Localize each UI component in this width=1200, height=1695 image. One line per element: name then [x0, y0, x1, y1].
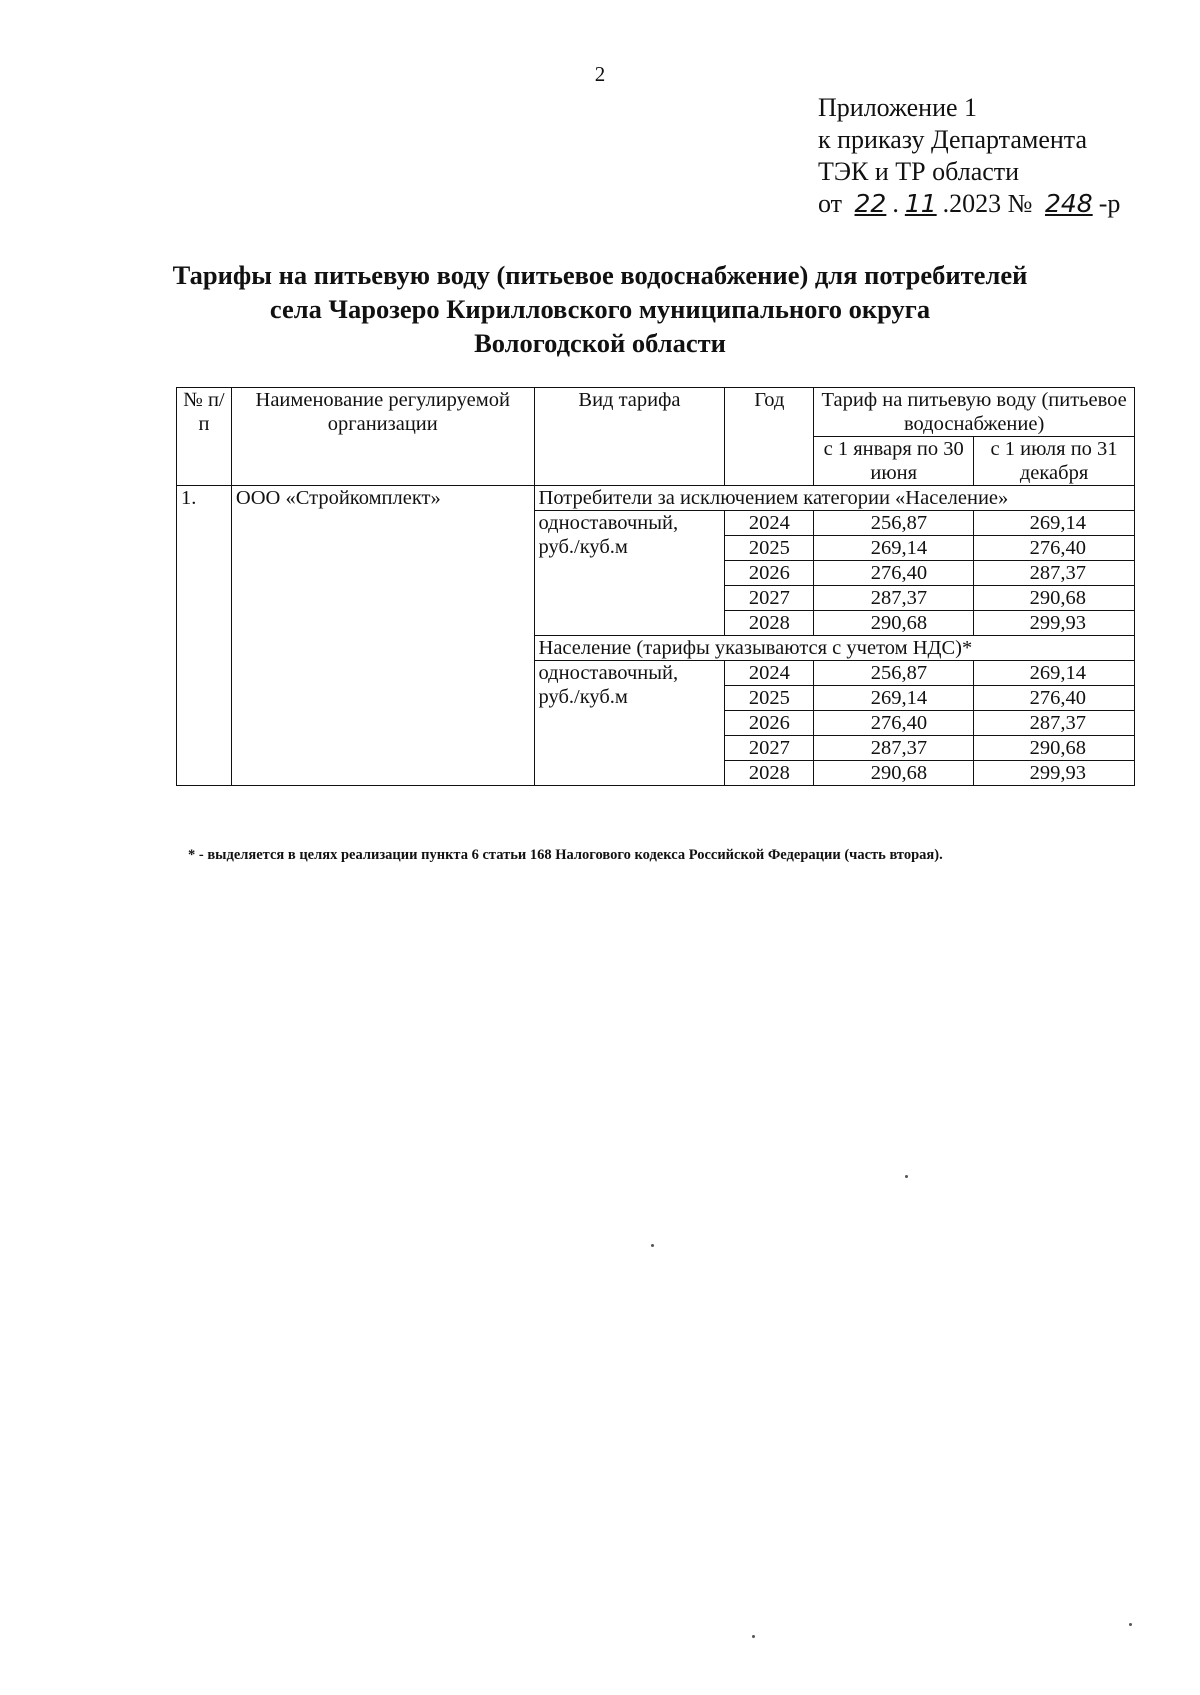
year-cell: 2026 — [725, 561, 814, 586]
year-cell: 2027 — [725, 736, 814, 761]
tariff-period-1-cell: 256,87 — [814, 511, 974, 536]
footnote: * - выделяется в целях реализации пункта 6 статьи 168 Налогового кодекса Российской Федерации (часть вторая). — [188, 847, 943, 863]
tariff-period-2-cell: 276,40 — [974, 536, 1135, 561]
header-year: Год — [725, 388, 814, 486]
appendix-block — [818, 92, 1120, 220]
tariff-table — [176, 387, 1135, 786]
year-cell: 2025 — [725, 686, 814, 711]
order-date-prefix: от — [818, 189, 843, 218]
year-cell: 2028 — [725, 761, 814, 786]
scan-speck — [1129, 1623, 1132, 1626]
header-period-2: с 1 июля по 31 декабря — [974, 437, 1135, 486]
appendix-line-1: Приложение 1 — [818, 93, 978, 122]
tariff-period-1-cell: 276,40 — [814, 561, 974, 586]
tariff-period-2-cell: 287,37 — [974, 711, 1135, 736]
tariff-period-2-cell: 269,14 — [974, 511, 1135, 536]
tariff-period-1-cell: 269,14 — [814, 686, 974, 711]
year-cell: 2024 — [725, 511, 814, 536]
tariff-period-2-cell: 276,40 — [974, 686, 1135, 711]
document-title — [0, 258, 1200, 360]
tariff-period-1-cell: 276,40 — [814, 711, 974, 736]
tariff-period-2-cell: 290,68 — [974, 586, 1135, 611]
tariff-period-1-cell: 287,37 — [814, 586, 974, 611]
appendix-line-2: к приказу Департамента — [818, 125, 1088, 154]
tariff-period-2-cell: 299,93 — [974, 611, 1135, 636]
year-cell: 2025 — [725, 536, 814, 561]
title-line-3: Вологодской области — [474, 328, 726, 358]
header-period-1: с 1 января по 30 июня — [814, 437, 974, 486]
header-type: Вид тарифа — [534, 388, 725, 486]
scan-speck — [651, 1244, 654, 1247]
year-cell: 2027 — [725, 586, 814, 611]
organization-name: ООО «Стройкомплект» — [231, 486, 534, 786]
section-title-1: Потребители за исключением категории «Население» — [534, 486, 1134, 511]
appendix-order-line: от 22 . 11 .2023 № 248 -р — [818, 189, 1121, 218]
tariff-period-1-cell: 290,68 — [814, 611, 974, 636]
order-month-handwritten: 11 — [904, 189, 937, 218]
section-row-1 — [177, 486, 1135, 511]
title-line-1: Тарифы на питьевую воду (питьевое водоснабжение) для потребителей — [172, 260, 1028, 290]
order-year-number-label: .2023 № — [942, 189, 1033, 218]
order-number-suffix: -р — [1098, 189, 1121, 218]
scan-speck — [905, 1175, 908, 1178]
header-tariff: Тариф на питьевую воду (питьевое водоснабжение) — [814, 388, 1135, 437]
tariff-period-1-cell: 256,87 — [814, 661, 974, 686]
tariff-period-1-cell: 269,14 — [814, 536, 974, 561]
section-title-2: Население (тарифы указываются с учетом НДС)* — [534, 636, 1134, 661]
page-number: 2 — [594, 62, 606, 86]
tariff-type-2: одноставочный, руб./куб.м — [534, 661, 725, 786]
appendix-line-3: ТЭК и ТР области — [818, 157, 1020, 186]
order-number-handwritten: 248 — [1044, 189, 1093, 218]
year-cell: 2026 — [725, 711, 814, 736]
tariff-period-2-cell: 287,37 — [974, 561, 1135, 586]
row-number: 1. — [177, 486, 232, 786]
tariff-period-1-cell: 287,37 — [814, 736, 974, 761]
tariff-period-2-cell: 299,93 — [974, 761, 1135, 786]
order-day-handwritten: 22 — [854, 189, 887, 218]
year-cell: 2024 — [725, 661, 814, 686]
title-line-2: села Чарозеро Кирилловского муниципального округа — [269, 294, 931, 324]
tariff-period-1-cell: 290,68 — [814, 761, 974, 786]
header-org: Наименование регулируемой организации — [231, 388, 534, 486]
header-row — [177, 388, 1135, 437]
tariff-period-2-cell: 290,68 — [974, 736, 1135, 761]
header-num: № п/п — [177, 388, 232, 486]
tariff-type-1: одноставочный, руб./куб.м — [534, 511, 725, 636]
tariff-period-2-cell: 269,14 — [974, 661, 1135, 686]
year-cell: 2028 — [725, 611, 814, 636]
scan-speck — [752, 1635, 755, 1638]
